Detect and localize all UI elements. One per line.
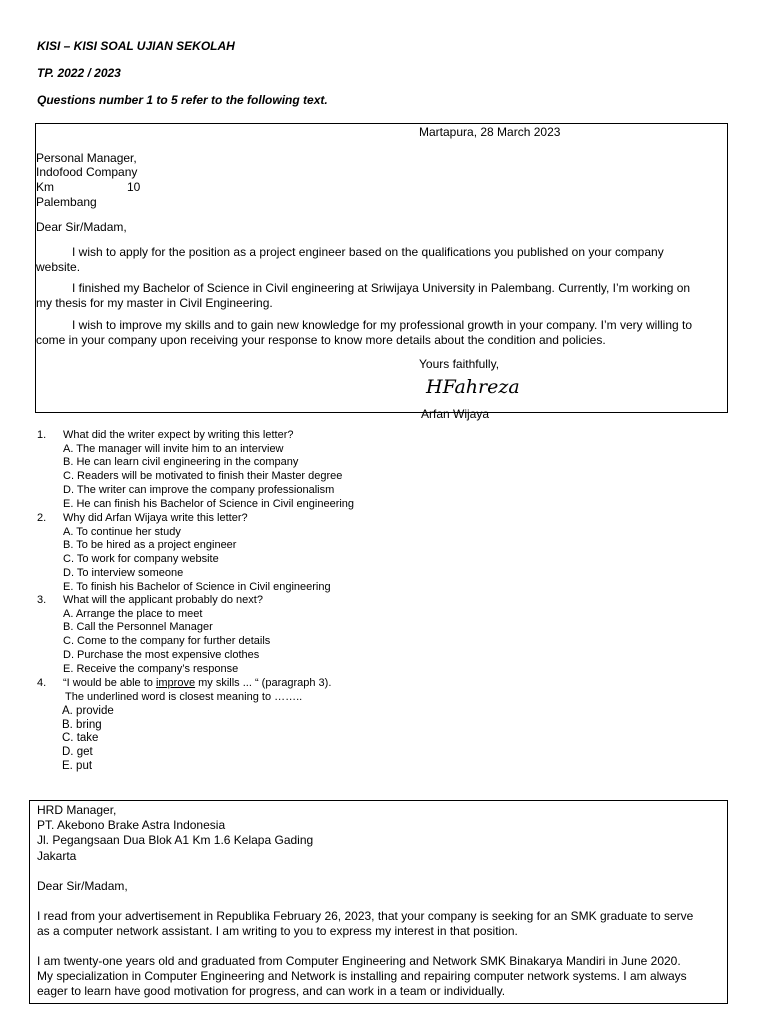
salutation: Dear Sir/Madam, <box>36 220 127 234</box>
paragraph-1-line-2: website. <box>36 260 81 274</box>
closing: Yours faithfully, <box>419 357 500 371</box>
question-3 <box>37 594 270 676</box>
option-b: B. bring <box>62 718 102 731</box>
stem-after: my skills ... “ (paragraph 3). <box>195 677 332 689</box>
recipient-company: Indofood Company <box>36 165 138 179</box>
question-4-options <box>37 705 114 774</box>
question-number: 3. <box>37 594 47 606</box>
recipient-city: Palembang <box>36 195 97 209</box>
option-e: E. put <box>62 759 93 772</box>
question-stem: What did the writer expect by writing this letter? <box>63 429 294 441</box>
question-number: 2. <box>37 512 47 524</box>
recipient-company: PT. Akebono Brake Astra Indonesia <box>37 818 226 832</box>
sender-name: Arfan Wijaya <box>421 407 490 421</box>
option-a: A. provide <box>62 705 114 717</box>
recipient-km-label: Km <box>36 180 54 194</box>
option-c: C. To work for company website <box>63 553 219 566</box>
recipient-street: Jl. Pegangsaan Dua Blok A1 Km 1.6 Kelapa Gading <box>37 833 314 847</box>
underlined-word: improve <box>155 677 196 689</box>
paragraph-1-line-1: I read from your advertisement in Republika February 26, 2023, that your company is seeking for an SMK graduate to serve <box>37 909 694 923</box>
recipient-km-number: 10 <box>127 180 141 194</box>
paragraph-3-line-1: I wish to improve my skills and to gain new knowledge for my professional growth in your company. I’m very willing to <box>72 318 693 332</box>
paragraph-2-line-2: My specialization in Computer Engineering and Network is installing and repairing computer network systems. I am always <box>37 969 687 983</box>
paragraph-2-line-1: I finished my Bachelor of Science in Civil engineering at Sriwijaya University in Palembang. Currently, I’m working on <box>72 281 691 295</box>
place-date: Martapura, 28 March 2023 <box>419 125 561 139</box>
option-d: D. Purchase the most expensive clothes <box>63 648 260 661</box>
option-a: A. The manager will invite him to an interview <box>63 442 284 455</box>
option-d: D. To interview someone <box>63 566 184 579</box>
question-stem: Why did Arfan Wijaya write this letter? <box>63 512 248 524</box>
question-stem-line-2: The underlined word is closest meaning to …….. <box>65 690 303 703</box>
question-4 <box>37 677 331 704</box>
option-e: E. He can finish his Bachelor of Science in Civil engineering <box>63 497 355 510</box>
option-c: C. Readers will be motivated to finish their Master degree <box>63 470 343 483</box>
school-year: TP. 2022 / 2023 <box>37 66 121 80</box>
option-d: D. The writer can improve the company professionalism <box>63 483 335 496</box>
paragraph-1-line-1: I wish to apply for the position as a project engineer based on the qualifications you published on your company <box>72 245 664 259</box>
letter-box-1 <box>35 123 728 421</box>
option-c: C. take <box>62 732 99 745</box>
recipient-title: HRD Manager, <box>37 803 117 817</box>
letter-box-2 <box>29 800 728 1004</box>
salutation: Dear Sir/Madam, <box>37 879 128 893</box>
question-stem: What will the applicant probably do next? <box>63 594 263 606</box>
option-b: B. Call the Personnel Manager <box>63 621 213 634</box>
paragraph-2-line-1: I am twenty-one years old and graduated from Computer Engineering and Network SMK Binakarya Mandiri in June 2020. <box>37 954 681 968</box>
question-stem <box>37 677 331 691</box>
option-d: D. get <box>62 746 93 759</box>
paragraph-2-line-2: my thesis for my master in Civil Engineering. <box>36 296 273 310</box>
question-number: 4. <box>37 677 47 689</box>
document-title: KISI – KISI SOAL UJIAN SEKOLAH <box>37 39 235 53</box>
signature: HFahreza <box>426 376 520 398</box>
option-e: E. To finish his Bachelor of Science in Civil engineering <box>63 580 331 593</box>
paragraph-2-line-3: eager to learn have good motivation for progress, and can work in a team or individually. <box>37 984 506 998</box>
recipient-city: Jakarta <box>37 849 77 863</box>
option-e: E. Receive the company’s response <box>63 662 239 675</box>
question-2 <box>37 512 331 594</box>
option-a: A. To continue her study <box>63 525 181 538</box>
recipient-title: Personal Manager, <box>36 151 137 165</box>
option-c: C. Come to the company for further details <box>63 635 271 648</box>
option-b: B. To be hired as a project engineer <box>63 539 237 552</box>
option-b: B. He can learn civil engineering in the company <box>63 456 299 469</box>
instruction-text: Questions number 1 to 5 refer to the following text. <box>37 93 328 107</box>
question-1 <box>37 429 354 511</box>
question-number: 1. <box>37 429 47 441</box>
option-a: A. Arrange the place to meet <box>63 607 203 620</box>
paragraph-3-line-2: come in your company upon receiving your response to know more details about the condition and policies. <box>36 333 606 347</box>
stem-before: “I would be able to <box>63 677 156 689</box>
paragraph-1-line-2: as a computer network assistant. I am writing to you to express my interest in that position. <box>37 924 518 938</box>
